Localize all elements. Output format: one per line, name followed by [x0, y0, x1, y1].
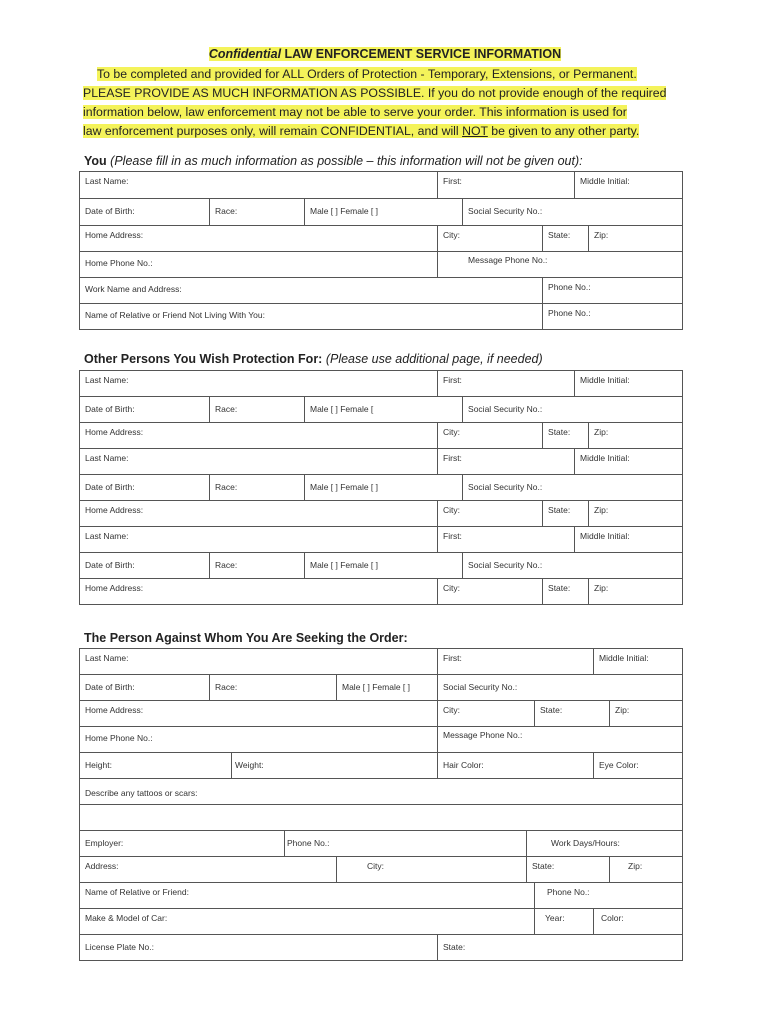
tattoos-field[interactable]: Describe any tattoos or scars: — [80, 779, 683, 805]
table-row — [80, 172, 683, 199]
table-row — [80, 805, 683, 831]
sex-field[interactable]: Male [ ] Female [ ] — [305, 553, 463, 579]
race-field[interactable]: Race: — [210, 397, 305, 423]
state-field[interactable]: State: — [543, 579, 589, 605]
intro-line: law enforcement purposes only, will remain CONFIDENTIAL, and will — [83, 124, 463, 138]
sex-field[interactable]: Male [ ] Female [ ] — [305, 199, 463, 226]
intro-not: NOT — [462, 124, 488, 138]
table-row — [80, 831, 683, 857]
table-row — [80, 226, 683, 252]
you-table — [79, 171, 683, 330]
dob-field[interactable]: Date of Birth: — [80, 199, 210, 226]
height-field[interactable]: Height: — [80, 753, 232, 779]
state-field[interactable]: State: — [543, 501, 589, 527]
employer-field[interactable]: Employer: — [80, 831, 285, 857]
table-row — [80, 701, 683, 727]
work-days-field[interactable]: Work Days/Hours: — [527, 831, 683, 857]
home-phone-field[interactable]: Home Phone No.: — [80, 727, 438, 753]
ssn-field[interactable]: Social Security No.: — [463, 553, 683, 579]
table-row — [80, 935, 683, 961]
city-field[interactable]: City: — [438, 423, 543, 449]
respondent-heading-text: The Person Against Whom You Are Seeking the Order: — [84, 631, 408, 645]
zip-field[interactable]: Zip: — [610, 701, 683, 727]
ssn-field[interactable]: Social Security No.: — [463, 475, 683, 501]
relative-phone-field[interactable]: Phone No.: — [543, 304, 683, 330]
race-field[interactable]: Race: — [210, 675, 337, 701]
table-row — [80, 579, 683, 605]
city-field[interactable]: City: — [337, 857, 527, 883]
table-row — [80, 449, 683, 475]
last-name-field[interactable]: Last Name: — [80, 527, 438, 553]
tattoos-field-continued[interactable] — [80, 805, 683, 831]
city-field[interactable]: City: — [438, 579, 543, 605]
intro-line: information below, law enforcement may not be able to serve your order. This information is used for — [83, 105, 627, 119]
zip-field[interactable]: Zip: — [610, 857, 683, 883]
car-field[interactable]: Make & Model of Car: — [80, 909, 535, 935]
first-name-field[interactable]: First: — [438, 649, 594, 675]
eye-color-field[interactable]: Eye Color: — [594, 753, 683, 779]
zip-field[interactable]: Zip: — [589, 423, 683, 449]
first-name-field[interactable]: First: — [438, 449, 575, 475]
home-address-field[interactable]: Home Address: — [80, 501, 438, 527]
middle-initial-field[interactable]: Middle Initial: — [575, 172, 683, 199]
message-phone-field[interactable]: Message Phone No.: — [438, 252, 683, 278]
you-subheading: (Please fill in as much information as possible – this information will not be given out): — [106, 154, 583, 168]
address-field[interactable]: Address: — [80, 857, 337, 883]
middle-initial-field[interactable]: Middle Initial: — [575, 371, 683, 397]
table-row — [80, 779, 683, 805]
table-row — [80, 475, 683, 501]
car-color-field[interactable]: Color: — [594, 909, 683, 935]
license-plate-field[interactable]: License Plate No.: — [80, 935, 438, 961]
table-row — [80, 501, 683, 527]
zip-field[interactable]: Zip: — [589, 579, 683, 605]
first-name-field[interactable]: First: — [438, 527, 575, 553]
table-row — [80, 527, 683, 553]
home-phone-field[interactable]: Home Phone No.: — [80, 252, 438, 278]
table-row — [80, 553, 683, 579]
relative-phone-field[interactable]: Phone No.: — [535, 883, 683, 909]
city-field[interactable]: City: — [438, 701, 535, 727]
respondent-heading — [84, 631, 408, 645]
last-name-field[interactable]: Last Name: — [80, 649, 438, 675]
middle-initial-field[interactable]: Middle Initial: — [575, 527, 683, 553]
first-name-field[interactable]: First: — [438, 172, 575, 199]
sex-field[interactable]: Male [ ] Female [ ] — [337, 675, 438, 701]
ssn-field[interactable]: Social Security No.: — [463, 397, 683, 423]
intro-paragraph — [83, 65, 673, 141]
you-heading-text: You — [84, 154, 107, 168]
table-row — [80, 883, 683, 909]
dob-field[interactable]: Date of Birth: — [80, 675, 210, 701]
table-row — [80, 397, 683, 423]
zip-field[interactable]: Zip: — [589, 226, 683, 252]
home-address-field[interactable]: Home Address: — [80, 579, 438, 605]
state-field[interactable]: State: — [543, 423, 589, 449]
you-heading — [84, 154, 583, 168]
last-name-field[interactable]: Last Name: — [80, 172, 438, 199]
city-field[interactable]: City: — [438, 226, 543, 252]
relative-field[interactable]: Name of Relative or Friend: — [80, 883, 535, 909]
work-field[interactable]: Work Name and Address: — [80, 278, 543, 304]
message-phone-field[interactable]: Message Phone No.: — [438, 727, 683, 753]
table-row — [80, 649, 683, 675]
home-address-field[interactable]: Home Address: — [80, 226, 438, 252]
employer-phone-field[interactable]: Phone No.: — [285, 831, 527, 857]
middle-initial-field[interactable]: Middle Initial: — [575, 449, 683, 475]
table-row — [80, 753, 683, 779]
middle-initial-field[interactable]: Middle Initial: — [594, 649, 683, 675]
dob-field[interactable]: Date of Birth: — [80, 475, 210, 501]
plate-state-field[interactable]: State: — [438, 935, 683, 961]
others-heading — [84, 352, 543, 366]
race-field[interactable]: Race: — [210, 475, 305, 501]
state-field[interactable]: State: — [535, 701, 610, 727]
title-text: LAW ENFORCEMENT SERVICE INFORMATION — [281, 47, 562, 61]
hair-color-field[interactable]: Hair Color: — [438, 753, 594, 779]
title-confidential: Confidential — [208, 47, 282, 61]
race-field[interactable]: Race: — [210, 553, 305, 579]
last-name-field[interactable]: Last Name: — [80, 371, 438, 397]
dob-field[interactable]: Date of Birth: — [80, 553, 210, 579]
first-name-field[interactable]: First: — [438, 371, 575, 397]
table-row — [80, 304, 683, 330]
table-row — [80, 675, 683, 701]
state-field[interactable]: State: — [543, 226, 589, 252]
relative-field[interactable]: Name of Relative or Friend Not Living With You: — [80, 304, 543, 330]
zip-field[interactable]: Zip: — [589, 501, 683, 527]
table-row — [80, 199, 683, 226]
intro-line: To be completed and provided for ALL Orders of Protection - Temporary, Extensions, or Permanent. — [97, 67, 637, 81]
intro-line: be given to any other party. — [487, 124, 640, 138]
home-address-field[interactable]: Home Address: — [80, 701, 438, 727]
sex-field[interactable]: Male [ ] Female [ ] — [305, 475, 463, 501]
respondent-table — [79, 648, 683, 961]
sex-field[interactable]: Male [ ] Female [ — [305, 397, 463, 423]
table-row — [80, 909, 683, 935]
table-row — [80, 727, 683, 753]
table-row — [80, 371, 683, 397]
dob-field[interactable]: Date of Birth: — [80, 397, 210, 423]
table-row — [80, 278, 683, 304]
home-address-field[interactable]: Home Address: — [80, 423, 438, 449]
form-title — [0, 47, 770, 61]
work-phone-field[interactable]: Phone No.: — [543, 278, 683, 304]
others-heading-text: Other Persons You Wish Protection For: — [84, 352, 323, 366]
car-year-field[interactable]: Year: — [535, 909, 594, 935]
state-field[interactable]: State: — [527, 857, 610, 883]
last-name-field[interactable]: Last Name: — [80, 449, 438, 475]
intro-line: PLEASE PROVIDE AS MUCH INFORMATION AS POSSIBLE. If you do not provide enough of the required — [83, 86, 667, 100]
race-field[interactable]: Race: — [210, 199, 305, 226]
table-row — [80, 857, 683, 883]
city-field[interactable]: City: — [438, 501, 543, 527]
others-table — [79, 370, 683, 605]
ssn-field[interactable]: Social Security No.: — [438, 675, 683, 701]
table-row — [80, 423, 683, 449]
table-row — [80, 252, 683, 278]
others-subheading: (Please use additional page, if needed) — [322, 352, 543, 366]
weight-field[interactable]: Weight: — [232, 753, 438, 779]
ssn-field[interactable]: Social Security No.: — [463, 199, 683, 226]
